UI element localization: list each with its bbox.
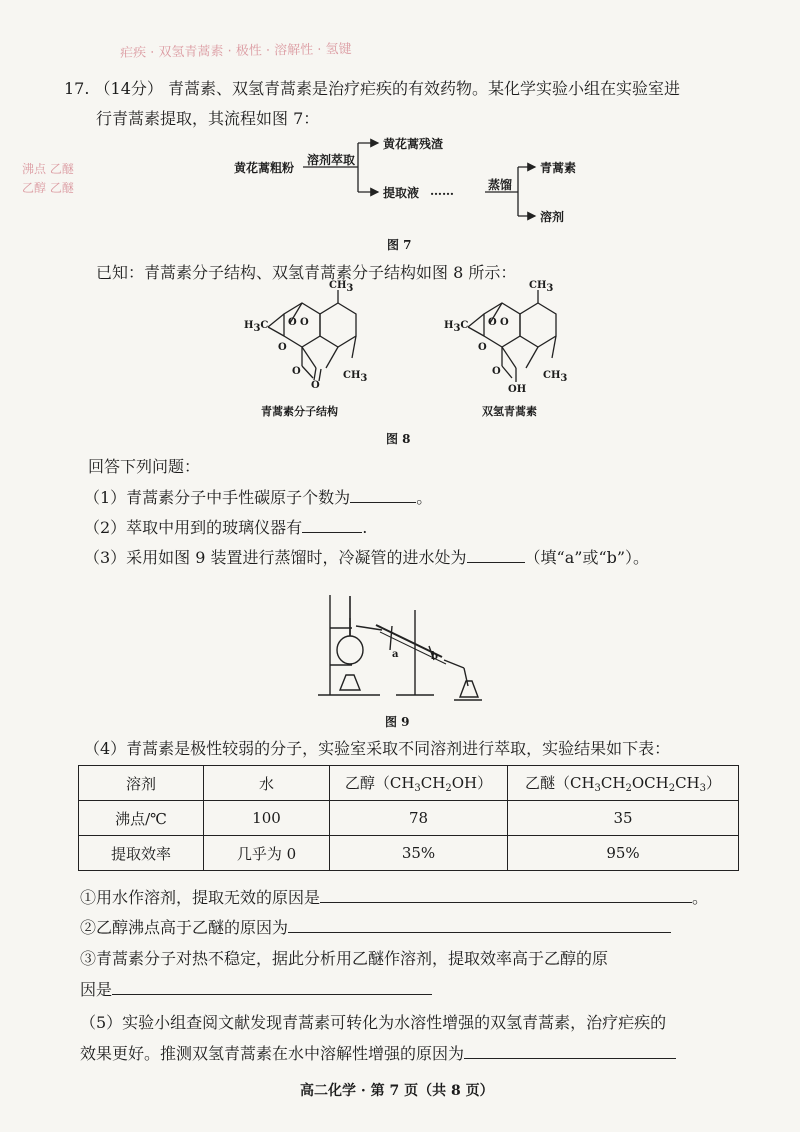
left-molecule-label: 青蒿素分子结构	[261, 405, 338, 418]
table-cell: 95%	[508, 836, 739, 871]
left-o-ring: O	[292, 366, 301, 377]
answer-blank-4-3[interactable]	[112, 978, 432, 995]
right-ch3-top: CH3	[529, 280, 554, 294]
figure-8-caption: 图 8	[386, 432, 411, 446]
table-cell: 100	[204, 801, 330, 836]
left-ch3-bottom: CH3	[343, 370, 368, 384]
question-4-sub3-line1: ③青蒿素分子对热不稳定，据此分析用乙醚作溶剂，提取效率高于乙醇的原	[80, 949, 609, 968]
question-number: 17.	[64, 79, 90, 98]
right-o-3: O	[478, 342, 487, 353]
header-water: 水	[204, 766, 330, 801]
solvent-data-table	[78, 765, 739, 871]
left-ch3-top: CH3	[329, 280, 354, 294]
table-cell: 提取效率	[79, 836, 204, 871]
page-footer: 高二化学 · 第 7 页（共 8 页）	[300, 1083, 494, 1099]
table-cell: 35%	[330, 836, 508, 871]
left-o-carbonyl: O	[311, 380, 320, 391]
question-score: （14分）	[94, 79, 163, 98]
condenser-port-b: b	[431, 651, 438, 662]
right-h3c: H3C	[444, 320, 469, 334]
left-o-3: O	[278, 342, 287, 353]
header-ethanol: 乙醇$(CH_3CH_2OH)$	[330, 766, 508, 801]
question-4-intro: （4）青蒿素是极性较弱的分子，实验室采取不同溶剂进行萃取，实验结果如下表：	[84, 739, 671, 758]
table-cell: 几乎为 0	[204, 836, 330, 871]
table-row	[79, 836, 739, 871]
question-4-sub1: ①用水作溶剂，提取无效的原因是 。	[80, 888, 709, 907]
table-row	[79, 801, 739, 836]
left-o-2: O	[300, 317, 309, 328]
handwritten-notes-top: 疟疾 · 双氢青蒿素 · 极性 · 溶解性 · 氢键	[119, 41, 352, 62]
handwritten-notes-left: 沸点 乙醚 乙醇 乙醚	[22, 162, 74, 196]
question-5-line2: 效果更好。推测双氢青蒿素在水中溶解性增强的原因为	[80, 1042, 676, 1065]
question-17-intro-line2: 行青蒿素提取，其流程如图 7：	[96, 109, 320, 128]
right-oh: OH	[508, 384, 527, 395]
question-intro-text: 青蒿素、双氢青蒿素是治疗疟疾的有效药物。某化学实验小组在实验室进	[168, 79, 681, 98]
right-ch3-bottom: CH3	[543, 370, 568, 384]
flow-start-material: 黄花蒿粗粉	[234, 161, 295, 175]
flow-step-extraction: 溶剂萃取	[307, 153, 356, 167]
right-o-ring: O	[492, 366, 501, 377]
right-o-1: O	[488, 317, 497, 328]
question-1: （1）青蒿素分子中手性碳原子个数为 。	[84, 488, 433, 507]
answer-blank-4-1[interactable]	[320, 886, 692, 903]
header-solvent: 溶剂	[79, 766, 204, 801]
table-cell: 78	[330, 801, 508, 836]
flow-extract: 提取液	[383, 186, 420, 200]
figure-7-caption: 图 7	[387, 238, 412, 252]
figure-9-caption: 图 9	[385, 715, 410, 729]
answer-blank-5[interactable]	[464, 1042, 676, 1059]
question-4-sub2: ②乙醇沸点高于乙醚的原因为	[80, 916, 671, 939]
question-4-sub3-line2: 因是	[80, 978, 432, 1001]
table-cell: 35	[508, 801, 739, 836]
condenser-port-a: a	[392, 649, 399, 660]
flow-solvent: 溶剂	[540, 210, 565, 224]
flow-dots: ……	[430, 184, 454, 198]
answer-blank-4-2[interactable]	[288, 916, 671, 933]
flow-residue: 黄花蒿残渣	[383, 137, 444, 151]
question-3: （3）采用如图 9 装置进行蒸馏时，冷凝管的进水处为 （填“a”或“b”）。	[84, 548, 650, 567]
known-info-text: 已知：青蒿素分子结构、双氢青蒿素分子结构如图 8 所示：	[96, 263, 517, 282]
question-5-line1: （5）实验小组查阅文献发现青蒿素可转化为水溶性增强的双氢青蒿素，治疗疟疾的	[80, 1013, 667, 1032]
flow-product: 青蒿素	[540, 161, 577, 175]
header-ether: 乙醚$(CH_3CH_2OCH_2CH_3)$	[508, 766, 739, 801]
table-cell: 沸点/℃	[79, 801, 204, 836]
right-molecule-label: 双氢青蒿素	[482, 405, 537, 418]
answer-intro: 回答下列问题：	[88, 457, 201, 476]
flow-step-distill: 蒸馏	[488, 178, 513, 192]
left-o-1: O	[288, 317, 297, 328]
table-header-row	[79, 766, 739, 801]
question-2: （2）萃取中用到的玻璃仪器有 .	[84, 518, 368, 537]
left-h3c: H3C	[244, 320, 269, 334]
right-o-2: O	[500, 317, 509, 328]
